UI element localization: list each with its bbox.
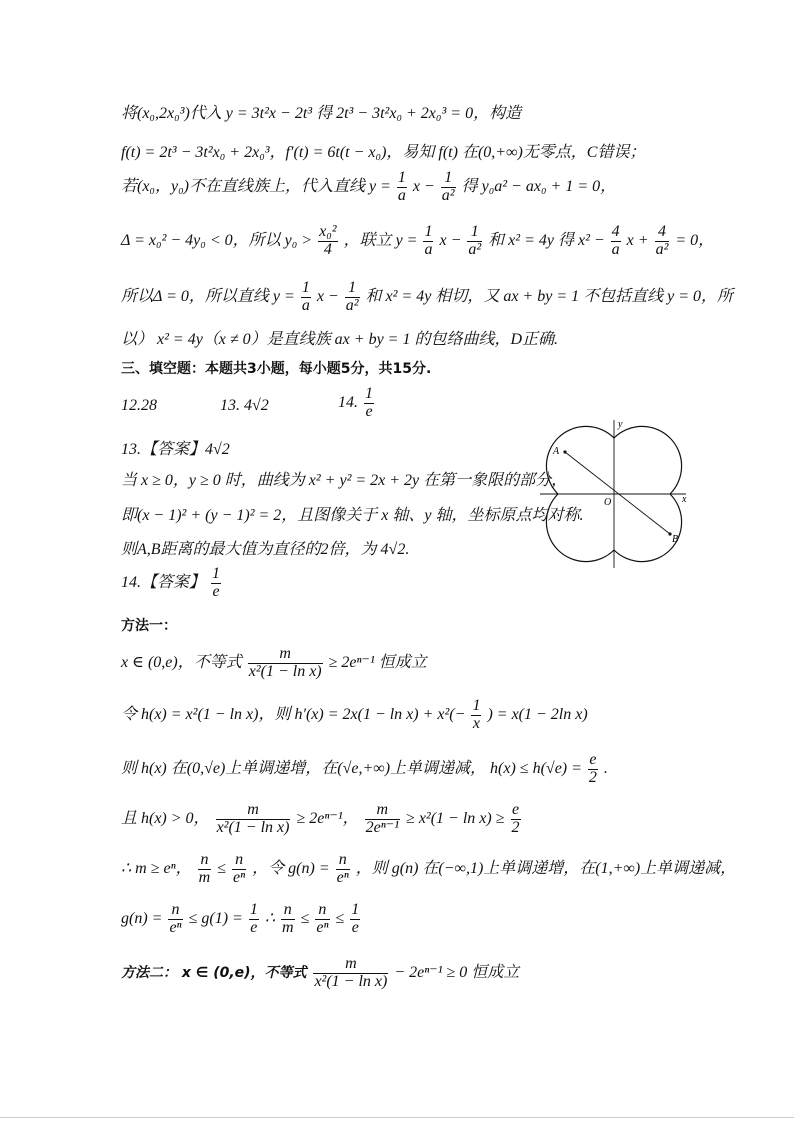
denominator: eⁿ (336, 868, 349, 886)
text-segment: ≤ (335, 909, 349, 927)
q13-line-1: 当 x ≥ 0，y ≥ 0 时，曲线为 x² + y² = 2x + 2y 在第一象限的部分， (121, 472, 568, 489)
numerator: n (198, 852, 212, 870)
text-segment: = 0， (675, 231, 715, 249)
fraction-m-over-2en (365, 802, 400, 837)
fraction-4-over-a (611, 224, 621, 259)
denominator: e (212, 582, 220, 600)
fraction-e-over-2 (588, 752, 598, 787)
numerator: n (232, 852, 246, 870)
section-heading: 三、填空题：本题共3小题，每小题5分，共15分. (121, 361, 432, 377)
point-a (563, 450, 566, 453)
text-line-3 (121, 170, 616, 205)
text-segment: 若(x₀，y₀)不在直线族上，代入直线 y = (121, 177, 395, 195)
denominator: eⁿ (169, 918, 182, 936)
text-segment: 和 x² = 4y 得 x² − (488, 231, 609, 249)
text-segment: 所以Δ = 0，所以直线 y = (121, 287, 299, 305)
denominator: e (351, 918, 359, 936)
answer-12: 12.28 (121, 397, 157, 414)
numerator: 1 (472, 697, 481, 714)
fraction-1-over-e (350, 902, 360, 937)
fraction-e-over-2 (511, 802, 521, 837)
denominator: x²(1 − ln x) (216, 818, 290, 836)
text-segment: ≥ 2eⁿ⁻¹ 恒成立 (328, 653, 427, 671)
denominator: x²(1 − ln x) (248, 662, 322, 680)
denominator: x²(1 − ln x) (314, 972, 388, 990)
denominator: a (301, 296, 310, 314)
method-1-line-1 (121, 646, 427, 681)
text-segment: 得 y₀a² − ax₀ + 1 = 0， (461, 177, 617, 195)
denominator: a (611, 240, 620, 258)
denominator: a (424, 240, 433, 258)
numerator: 1 (249, 901, 258, 918)
denominator: eⁿ (233, 868, 246, 886)
answer-14 (338, 386, 376, 421)
page-edge (0, 1117, 794, 1118)
text-segment: x ∈ (0,e)，不等式 (121, 653, 246, 671)
method-1-line-3 (121, 752, 608, 787)
fraction-1-over-a (301, 280, 311, 315)
method-2-line-1 (121, 956, 519, 991)
answer-13: 13. 4√2 (220, 397, 269, 414)
fraction-n-over-m (198, 852, 212, 887)
denominator: a (397, 186, 406, 204)
denominator: m (198, 868, 211, 886)
numerator: e (511, 801, 520, 818)
text-segment: ) = x(1 − 2ln x) (487, 705, 588, 723)
numerator: n (336, 852, 350, 870)
fraction-m-over-expr (248, 646, 323, 681)
numerator: 1 (441, 170, 456, 188)
fraction-1-over-e (364, 386, 374, 421)
numerator: 1 (397, 169, 406, 186)
q14-answer-heading (121, 566, 223, 601)
text-segment: Δ = x₀² − 4y₀ < 0，所以 y₀ > (121, 231, 317, 249)
fraction-1-over-a2 (345, 280, 360, 315)
fraction-m-over-expr (216, 802, 291, 837)
numerator: 4 (655, 224, 670, 242)
text-segment: 令 h(x) = x²(1 − ln x)，则 h′(x) = 2x(1 − ln x) + x²(− (121, 705, 466, 723)
fraction-1-over-a2 (467, 224, 482, 259)
text-line-4 (121, 224, 714, 259)
text-segment: . (603, 759, 608, 777)
origin-label: O (604, 497, 612, 508)
denominator: x (472, 714, 480, 732)
point-a-label: A (553, 446, 560, 457)
q13-line-2: 即(x − 1)² + (y − 1)² = 2，且图像关于 x 轴、y 轴，坐标原点均对称. (121, 507, 584, 524)
text-segment: x − (412, 177, 439, 195)
four-circle-figure (538, 418, 690, 570)
method-1-line-2 (121, 698, 588, 733)
method-1-line-6 (121, 902, 362, 937)
denominator: 4 (323, 240, 332, 258)
text-segment: ≥ x²(1 − ln x) ≥ (406, 809, 509, 827)
fraction-n-over-en (232, 852, 246, 887)
numerator: 1 (467, 224, 482, 242)
denominator: a² (468, 240, 482, 258)
numerator: 1 (424, 223, 433, 240)
text-segment: ，令 g(n) = (252, 859, 334, 877)
text-segment: ≤ (217, 859, 231, 877)
numerator: 1 (351, 901, 360, 918)
numerator: m (216, 802, 291, 820)
text-segment: ∴ m ≥ eⁿ， (121, 859, 192, 877)
method-1-line-5 (121, 852, 736, 887)
fraction-n-over-en (315, 902, 329, 937)
fraction-1-over-a (397, 170, 407, 205)
text-segment: 方法二： x ∈ (0,e)，不等式 (121, 964, 312, 981)
x-axis-label: x (682, 494, 687, 505)
numerator: m (248, 646, 323, 664)
text-segment: g(n) = (121, 909, 167, 927)
text-segment: 且 h(x) > 0， (121, 809, 210, 827)
text-segment: x + (626, 231, 653, 249)
numerator: n (281, 902, 295, 920)
fraction-n-over-en (336, 852, 350, 887)
fraction-4-over-a2 (655, 224, 670, 259)
point-b-label: B (672, 534, 679, 545)
method-1-line-4 (121, 802, 523, 837)
fraction-n-over-m (281, 902, 295, 937)
fraction-1-over-a (423, 224, 433, 259)
text-segment: ≥ 2eⁿ⁻¹， (296, 809, 359, 827)
numerator: 4 (611, 223, 620, 240)
numerator: 1 (365, 385, 373, 402)
denominator: m (282, 918, 294, 936)
text-segment: − 2eⁿ⁻¹ ≥ 0 恒成立 (394, 963, 520, 981)
numerator: n (168, 902, 182, 920)
text-segment: ，则 g(n) 在(−∞,1)上单调递增，在(1,+∞)上单调递减， (355, 859, 737, 877)
denominator: e (365, 402, 373, 420)
fraction-x02-over-4 (318, 224, 337, 259)
fraction-1-over-e (249, 902, 259, 937)
text-segment: 14. (338, 393, 358, 411)
fraction-n-over-en (168, 902, 182, 937)
text-segment: x − (439, 231, 466, 249)
text-segment: ，联立 y = (343, 231, 422, 249)
y-axis-label: y (618, 419, 623, 430)
numerator: 1 (212, 565, 221, 582)
fraction-1-over-e (211, 566, 221, 601)
numerator: n (315, 902, 329, 920)
denominator: 2 (588, 768, 597, 786)
fraction-m-over-expr (313, 956, 388, 991)
text-segment: ∴ (264, 909, 280, 927)
numerator: m (365, 802, 400, 820)
numerator: e (589, 751, 597, 768)
denominator: a² (655, 240, 669, 258)
numerator: m (313, 956, 388, 974)
segment-ab (565, 452, 670, 534)
text-line-1: 将(x₀,2x₀³)代入 y = 3t²x − 2t³ 得 2t³ − 3t²x₀ + 2x₀³ = 0，构造 (121, 105, 522, 122)
fraction-1-over-a2 (441, 170, 456, 205)
text-line-6: 以） x² = 4y（x ≠ 0）是直线族 ax + by = 1 的包络曲线，D正确. (121, 331, 559, 348)
text-line-2: f(t) = 2t³ − 3t²x₀ + 2x₀³，f′(t) = 6t(t − x₀)，易知 f(t) 在(0,+∞)无零点，C错误； (121, 144, 646, 161)
text-segment: 则 h(x) 在(0,√e)上单调递增，在(√e,+∞)上单调递减， h(x) ≤ h(√e) = (121, 759, 586, 777)
fraction-1-over-x (471, 698, 481, 733)
numerator: x₀² (319, 223, 337, 240)
denominator: 2eⁿ⁻¹ (365, 818, 400, 836)
numerator: 1 (345, 280, 360, 298)
denominator: a² (441, 186, 455, 204)
text-segment: 和 x² = 4y 相切，又 ax + by = 1 不包括直线 y = 0，所 (365, 287, 734, 305)
denominator: eⁿ (316, 918, 329, 936)
text-segment: ≤ (300, 909, 314, 927)
numerator: 1 (301, 279, 310, 296)
method-1-heading: 方法一： (121, 618, 177, 634)
text-line-5 (121, 280, 733, 315)
text-segment: ≤ g(1) = (188, 909, 247, 927)
denominator: e (250, 918, 258, 936)
text-segment: 14.【答案】 (121, 573, 206, 591)
q13-line-3: 则A,B距离的最大值为直径的2倍，为 4√2. (121, 541, 410, 558)
denominator: 2 (511, 818, 520, 836)
q13-answer-heading: 13.【答案】4√2 (121, 441, 230, 458)
denominator: a² (345, 296, 359, 314)
text-segment: x − (316, 287, 343, 305)
